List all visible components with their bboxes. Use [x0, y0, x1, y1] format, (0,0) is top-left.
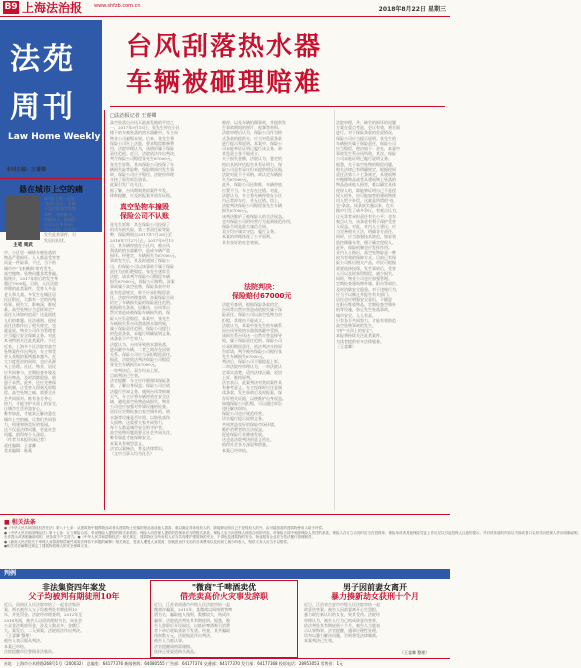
- logo-char-2: 周刊: [10, 90, 76, 125]
- case-3-text: 近日，江西省吉安市中级人民法院审结一起 故意伤害案。被告人因前妻离开心生怨恨， 暴力殴打新认识的女友，致其受伤。法院经 审理认为，被告人行为已构成故意伤害罪， 依法判处其有期徒刑十个月。被告人当庭表 示认罪悔罪。法官提醒，遇事应理性处理， 切勿以暴力解决问题，否则将受法律制裁。 本案判决已生效。: [304, 602, 380, 644]
- subhead-1: 真空坠物车撞毁: [120, 203, 169, 211]
- paper-url: www.shfzb.com.cn: [94, 3, 141, 9]
- case-3-title-b: 暴力揍新劫女获刑十个月: [331, 591, 419, 601]
- article-byline: [110, 112, 156, 119]
- case-3-title-a: 男子因前妻女离开: [343, 582, 407, 592]
- divider: [0, 178, 102, 179]
- logo-char-1: 法苑: [10, 42, 76, 77]
- subhead-2: 法院判决：: [244, 283, 279, 291]
- author-tag: 主笔 周武: [13, 243, 33, 248]
- article-col-1b: 张先生诉称：其在保险公司投保了 机动车损失险、第三者责任险等险 种，保险期间自2017年7月28日至 2018年7月27日止。2017年9月15 日，其车辆停放在小区内，被台风 刮落的热水器砸中，造成车辆严重 损坏。经鉴定，车辆损失为67000元。 事故发生后，其及时通知了保险公 司，但保险公司以该事故不属于保险 责任为由拒绝赔偿。张先生遂诉至 法院，请求判令保险公司赔偿车辆 损失67000元。保险公司辩称，涉案 事故属于高空坠物，保险条款中对 此有免责规定，故不应承担赔偿责 任。法院经审理查明，涉案保险合同 约定了车辆损失险的保险责任范围。 根据相关条款，因暴风、台风等自 然灾害造成被保险车辆损失的，保 险人应负责赔偿。本案中，张先生 车辆损失系台风刮落热水器所致， 属于保险责任范围。保险公司援引 的免责条款，未履行明确说明义务， 该条款不产生效力。 法院认为，台风导致热水器坠落， 进而砸中车辆，二者之间存在因果 关系。保险公司应当承担赔偿责任。 据此，法院依法判决保险公司赔偿 张先生车辆损失67000元。 一审判决后，双方均未上诉。 目前判决已生效。 法官提醒：车主应仔细阅读保险条 款，了解自身权益；保险公司应依 法履行告知义务。遇到台风等极端 天气，车主应将车辆停放在安全区 域，避免高空坠物造成损失。物业 公司也应加强对外墙设施的检查。 居民应定期检查自家空调外机、热 水器等设施是否牢固，以防坠落伤 人损物。这需要大家共同努力。 每个人都是城市安全的守护者。 高空坠物问题需要全社会共同关注。 唯有如此才能保障安全。 本案具有典型意义。 法官以案释法，普及法律常识。 （文中当事人均为化名）: [110, 222, 179, 456]
- byline-prefix: □法治报记者: [110, 113, 140, 119]
- footer: 社址：上海市小木桥路268号1号（200032） 总编室：64177376 新闻热线：64080555 广告部：64177374 交通部：64177370 发行部：64177368 投诉电话：28953053 零售价：1元: [0, 658, 450, 668]
- byline-name: 王睿卿: [141, 113, 157, 119]
- article-col-2a: 被停，以及车辆拍摄事故，并提供发 生事故期间的照片、视频等材料。 法院审理后认为，保险公司作为格 式条款的提供方，应当对免责条款 进行提示和说明。本案中，保险公 司未能举证证明已履行该义务，故 其免责主张不能成立。 关于损失金额，法院认为，鉴定机 构出具的评估报告具有证明力，保 险公司虽有异议但未提供相反证据， 法院对此不予采纳。故认定车辆损 失为67000元。 此外，保险公司还辩称，车辆停放 位置不当，车主存在过错。对此， 法院认为，车主将车辆停放在小区 内正常停车位，并无过错。综上， 法院判决保险公司赔偿张先生车辆 损失67000元。 该判决维护了被保险人的合法权益。 也对保险公司的经营行为起到规范作用。 保险合同是最大诚信合同。 双方均应诚实守信，履行义务。 本案的审理体现了公平原则。 具有良好的社会效果。: [222, 120, 294, 245]
- section-stripe: [0, 569, 450, 579]
- case-signature: （王睿卿 整理）: [400, 650, 430, 655]
- case-2-title-a: "微商"千啤酒卖优: [191, 582, 257, 592]
- related-law-title: 相关法条: [11, 519, 36, 526]
- article-col-3: 法院审理，并，缺失的损坏的问题 方案在重点考虑，会议有效，将方面 进行。对于保险条款的免责情况， 保险公司应当提示说明。张先生的 车辆损失属于保险责任，保险公司 应当赔偿，理由如下：首先，本案中 事故发生系台风所致。其次，保险 公司未能证明已履行说明义务。 据悉，关于高空坠物的赔偿问题， 相关法律已有明确规定。根据侵权 责任法第八十七条规定，从建筑物 中抛掷物品或者从建筑物上坠落的 物品造成他人损害，难以确定具体 侵权人的，除能够证明自己不是侵 权人的外，由可能加害的建筑物使 用人给予补偿。这就是所谓的"连 坐"条款。该条款实施以来，在实 践中引发了诸多争议。有观点认为， 让无辜者承担责任有失公平；也有 观点认为，该条款有利于保护受害 人权益。对此，业内人士建议，应 当完善相关立法，明确各方责任。 同时，应当加强技术防范，如安装 监控摄像头等，便于确定侵权人。 此外，保险机制也应发挥作用。 业内人士指出，高空坠物险是一种 较为有效的保障方式。目前已有保 险公司推出相关产品，市民可根据 需要选择投保。发生事故后，受害 人可以及时获得赔偿，减少损失。 同时，物业公司也应加强管理。 定期检查建筑物外墙、阳台等部位， 及时消除安全隐患。对于违规行为， 应当予以制止并报告有关部门。 居民也应增强安全意识，不随意 在阳台堆放物品，定期检查空调外 机等设施，防止发生坠落事故。 城市安全，人人有责。 只有各方共同努力，才能有效防范 高空坠物事故的发生。 守护"头顶上的安全"。 本报将持续关注此类案件。 为读者提供更多法律服务。 （王睿卿）: [336, 120, 400, 349]
- article-col-1a: 高空坠落自台风天最高发地的平房之 一，2017年9月15日，张先生停在小区 楼下的车被坠落的热水器砸中。车主向 物业公司索赔未果。后来，张先生将 保险公司告上法庭，要求赔偿维修费 用。法院审理认为，该情形属于保险 责任范围。近日，法院依法作出判决， 判令保险公司赔偿张先生67000元。 张先生诉称，其向保险公司投保了车 辆损失险等险种，保险期间内发生事 故，保险公司应予赔付。法院经审理 支持了原告诉讼请求。 此案引发广泛关注。 据了解，台风期间类似案件多发。 律师提醒，应及时报案并留存证据。: [110, 120, 180, 198]
- subhead-2b: 保险赔付67000元: [232, 292, 292, 300]
- issue-date: 2018年8月22日 星期三: [378, 6, 446, 13]
- masthead: [0, 0, 450, 17]
- column-rule: [104, 110, 105, 510]
- divider: [0, 514, 450, 515]
- paper-name: 上海法治报: [22, 1, 83, 15]
- headline-line-2: 车辆被砸理赔难: [126, 68, 323, 98]
- related-law-label: ■ 相关法条: [4, 519, 36, 526]
- related-law-text: ●《中华人民共和国侵权责任法》第八十七条：从建筑物中抛掷物品或者从建筑物上坠落的物品造成他人损害，难以确定具体侵权人的，除能够证明自己不是侵权人的外，由可能加害的建筑物使用人给予补偿。 ●《中华人民共和国保险法》第十七条：订立保险合同，采用保险人提供的格式条款的，保险人向投保人提供的投保单应当附格式条款，保险人应当向投保人说明合同的内容。对保险合同中免除保险人责任的条款，保险人在订立合同时应当在投保单、保险单或者其他保险凭证上作出足以引起投保人注意的提示，并对该条款的内容以书面或者口头形式向投保人作出明确说明； 未作提示或者明确说明的，该条款不产生效力。●《中华人民共和国物权法》相关规定：建筑物区分所有权人应当共同维护建筑物的安全，不得危及建筑物的安全。物业服务企业应当依法履行管理职责。 ●《最高人民法院关于审理人身损害赔偿案件适用法律若干问题的解释》相关规定，受害人遭受人身损害，因就医治疗支出的各项费用以及因误工减少的收入，赔偿义务人应当予以赔偿。 ●相关司法解释还规定了建筑物管理人的安全保障义务。: [4, 526, 581, 549]
- editor-credit: 本刊主编：王睿卿: [6, 167, 47, 173]
- headline-rule: [110, 106, 445, 107]
- case-2-title-b: 借壳卖高价火灾事发辞职: [180, 591, 268, 601]
- column-intro-text: 8月初上海，台风 "安比"过后，全城 多处出现高空坠物 事件，有的砸车， 有的伤人。据统计 8月12日本市90 多个小区、社区中 发生此类事件，引 发居民担忧。: [44, 196, 76, 243]
- column-title: 悬在城市上空的痛: [19, 184, 83, 194]
- column-body-text: 中。小区里一辆轿车被坠落的 物品严重损坏。人人都是受害者 而是一件险事。不过，当下的 城市中"飞来横祸"常有发生。 高空抛物、坠物问题非常普遍。 据统计，2017年前后的发生率 超过7000起。目前，人民法院 审理的此类案件，受害人多是 老人和儿童。多发生在城区居 民区附近，大都有一定的伤残 结果。损失大，影响深，维权 难。高空坠物应当怎样界定？ 责任人该如何追责？这是困扰 人们的难题。民法通则、侵权 责任法都作出了相关规定，也 就是说，物业公司作为管理者 应当履行安全保障义务。对此 本刊特别关注此类案件。不过 近来，上海多个区法院对高空 坠物案件作出判决，车主和受 害人获赔的案例越来越多。在 大力度惩治的同时，也应从源 头上治理。社区、物业、居民 应共同参与，定期检查外墙及 阳台物品，及时消除隐患，防 患于未然。此外，还应完善保 险机制，让受害人得到及时赔 偿。高空坠物之痛，需要全社 会共同面对。惟有各方齐心 协力，才能守护头顶上的安全， 让城市生活更加安心。 唯有如此，才能真正解决悬在 城市上空的痛，让我们共同努 力，构建和谐美好的家园。 这不仅是法律问题，更是社会 问题，值得每个人深思。 （作者为本报资深记者） 责任编辑：王睿卿 美术编辑：陈燕: [4, 250, 60, 453]
- article-col-2b: 法院另查明，根据保险条款约定， 台风等自然灾害造成的损失属于保 险责任。保险公司以高空坠物为由 拒赔，其理由不能成立。 法院认为，本案中张先生的车辆系 因台风导致热水器刮落砸中受损， 该损失系台风这一自然灾害直接导 致，属于保险责任范围。保险公司 应承担赔偿责任，依法判决支持原 告诉请，判令被告保险公司赔付张 先生车辆损失67000元。 判决后，保险公司不服提起上诉。 二审法院经审理认为，一审法院认 定事实清楚，适用法律正确，驳回 上诉，维持原判。 法官表示，此案判决对类似案件具 有参考意义。车主投保时应注意阅 读条款，发生事故后及时报案，保 存好相关证据，以便维护自身权益。 如遇保险公司拒赔，可以通过诉讼 途径解决纠纷。 保险公司也应规范经营。 切实履行提示说明义务。 共同营造良好的保险市场环境。 维护消费者的合法权益。 促进保险行业健康发展。 这也是法院判决的意义所在。 值得社会各方深思和借鉴。 本案已经审结。: [222, 302, 286, 453]
- case-1-text: 近日，闵南区人民法院审结了一起非法集资 案，两名被告人父子均被判处有期徒刑10 年，并处罚金。法院经审理查明，2012年至 2016年间，被告人以投资理财为名，向社会 公众非法吸收资金，涉及人数众多，金额巨 大。案发后，二人到案。法院依法作出判决。 （王睿卿 整理） 被告人表示服从判决。 本案已审结。 法院提醒市民警惕非法集资。: [4, 602, 84, 654]
- page-number: B9: [4, 2, 18, 12]
- logo-english: Law Home Weekly: [8, 132, 101, 142]
- column-rule: [334, 110, 335, 510]
- case-2-text: 近日，江苏省南通市中级人民法院审结一起 微商诈骗案。2015年，某微商以网络销售啤 酒为名，骗取他人钱财，数额较大，构成诈 骗罪。法院依法判处其有期徒刑。据悉，被 告人辞职后开设网店，以低价啤酒吸引消费 者下单后收取货款不发货。经查，其共骗取 钱财数万元。法院据此作出判决。 被告人当庭认罪。 法官提醒网购需谨慎。 选择正规渠道购买商品。: [154, 602, 233, 654]
- case-1-title-b: 父子均被判有期徒刑10年: [28, 591, 120, 601]
- subhead-1b: 保险公司不认账: [120, 212, 169, 220]
- author-photo: [6, 196, 40, 240]
- case-1-title-a: 非法集资四年案发: [42, 582, 106, 592]
- section-label: 判例: [4, 570, 17, 577]
- headline-line-1: 台风刮落热水器: [126, 32, 323, 62]
